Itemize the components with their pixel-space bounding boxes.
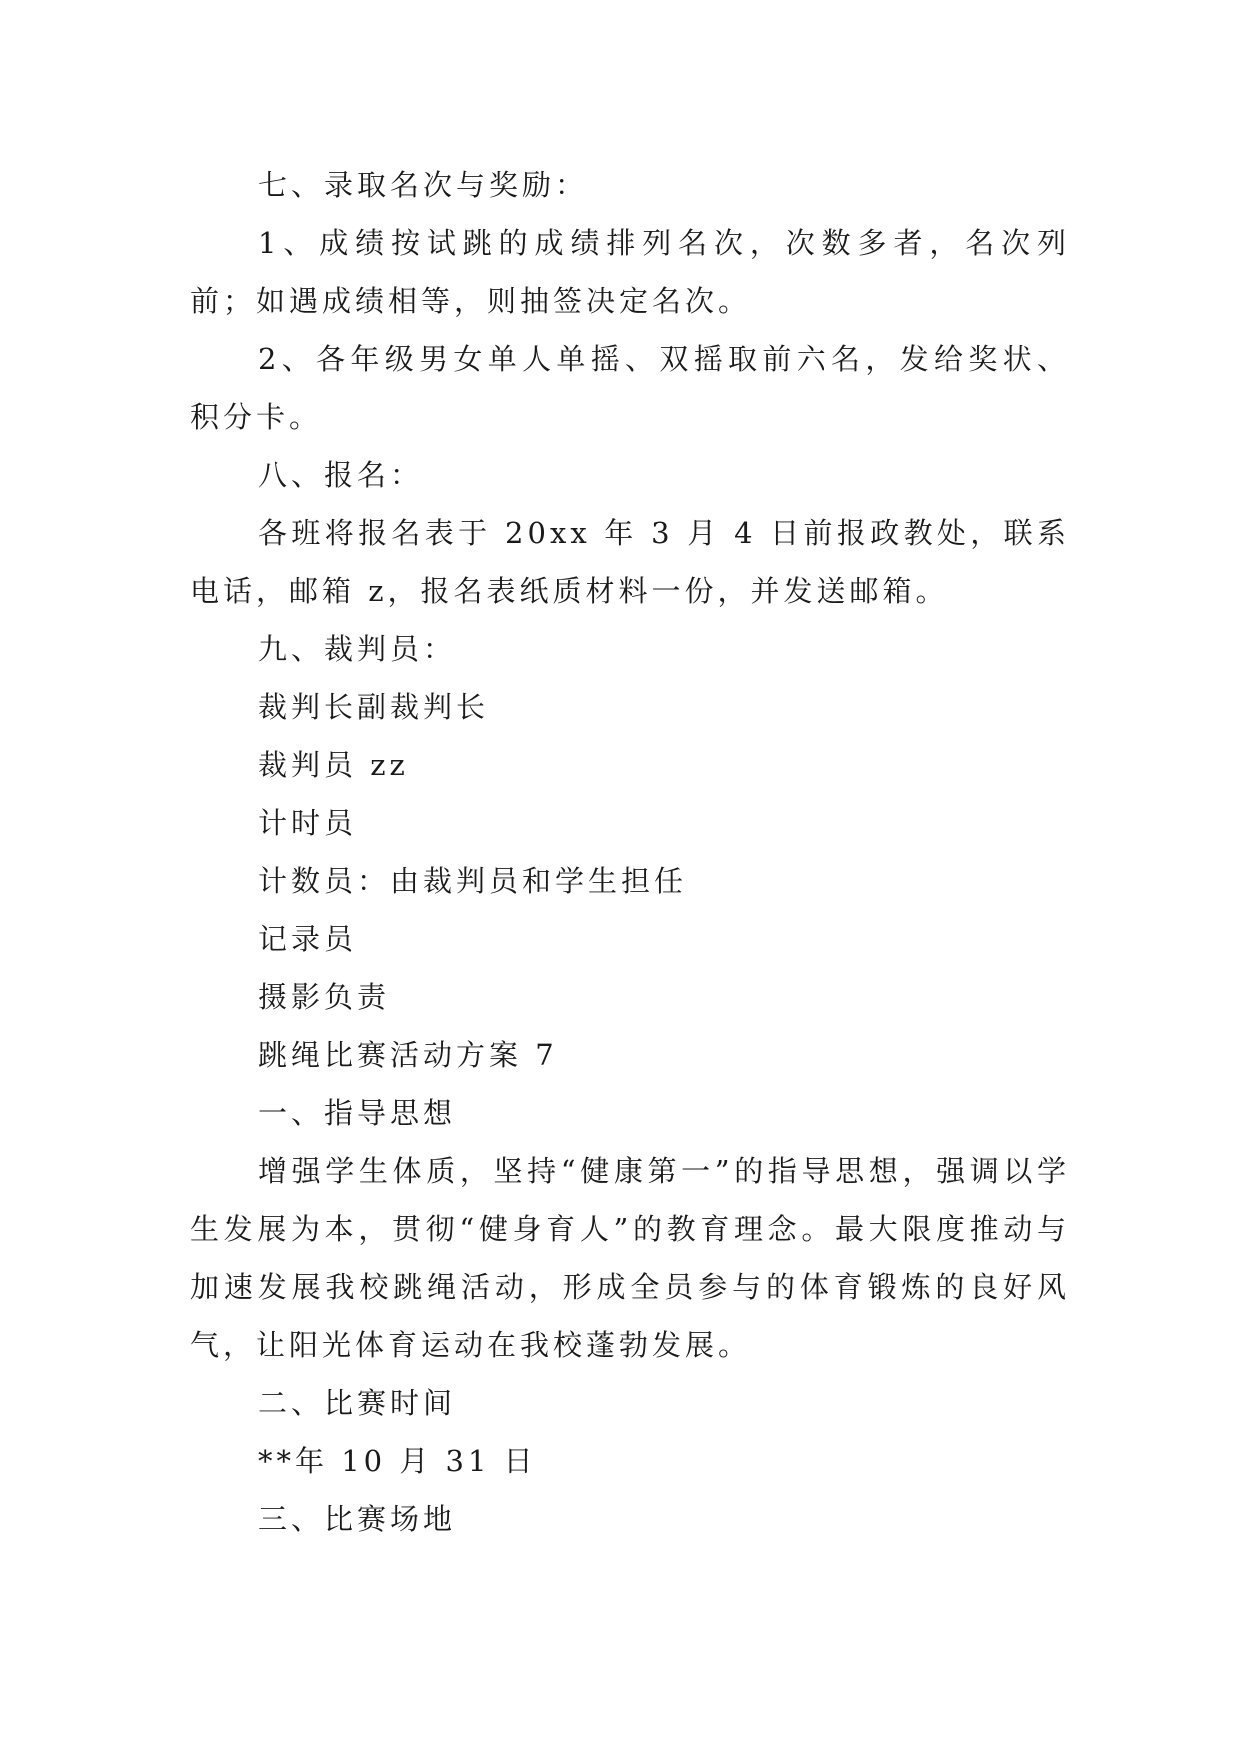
heading-referees: 九、裁判员： (258, 632, 457, 666)
heading-competition-venue: 三、比赛场地 (258, 1502, 457, 1536)
section-title-plan-7: 跳绳比赛活动方案 7 (258, 1038, 558, 1072)
paragraph-prizes: 2、各年级男女单人单摇、双摇取前六名，发给奖状、积分卡。 (190, 342, 1070, 434)
heading-competition-time: 二、比赛时间 (258, 1386, 457, 1420)
line-referee: 裁判员 zz (258, 748, 409, 782)
paragraph-ranking-rule: 1、成绩按试跳的成绩排列名次，次数多者，名次列前；如遇成绩相等，则抽签决定名次。 (190, 226, 1070, 318)
paragraph-registration: 各班将报名表于 20xx 年 3 月 4 日前报政教处，联系电话，邮箱 z，报名表纸质材料一份，并发送邮箱。 (190, 516, 1070, 608)
heading-awards: 七、录取名次与奖励： (258, 168, 589, 202)
line-competition-date: **年 10 月 31 日 (258, 1444, 537, 1478)
heading-guiding-idea: 一、指导思想 (258, 1096, 457, 1130)
document-body (190, 156, 1070, 1548)
paragraph-guiding-idea: 增强学生体质，坚持“健康第一”的指导思想，强调以学生发展为本，贯彻“健身育人”的教育理念。最大限度推动与加速发展我校跳绳活动，形成全员参与的体育锻炼的良好风气，让阳光体育运动在我校蓬勃发展。 (190, 1154, 1070, 1362)
line-photographer: 摄影负责 (258, 980, 391, 1014)
line-timekeeper: 计时员 (258, 806, 358, 840)
line-chief-referee: 裁判长副裁判长 (258, 690, 490, 724)
line-counter: 计数员：由裁判员和学生担任 (258, 864, 688, 898)
line-recorder: 记录员 (258, 922, 358, 956)
heading-registration: 八、报名： (258, 458, 424, 492)
